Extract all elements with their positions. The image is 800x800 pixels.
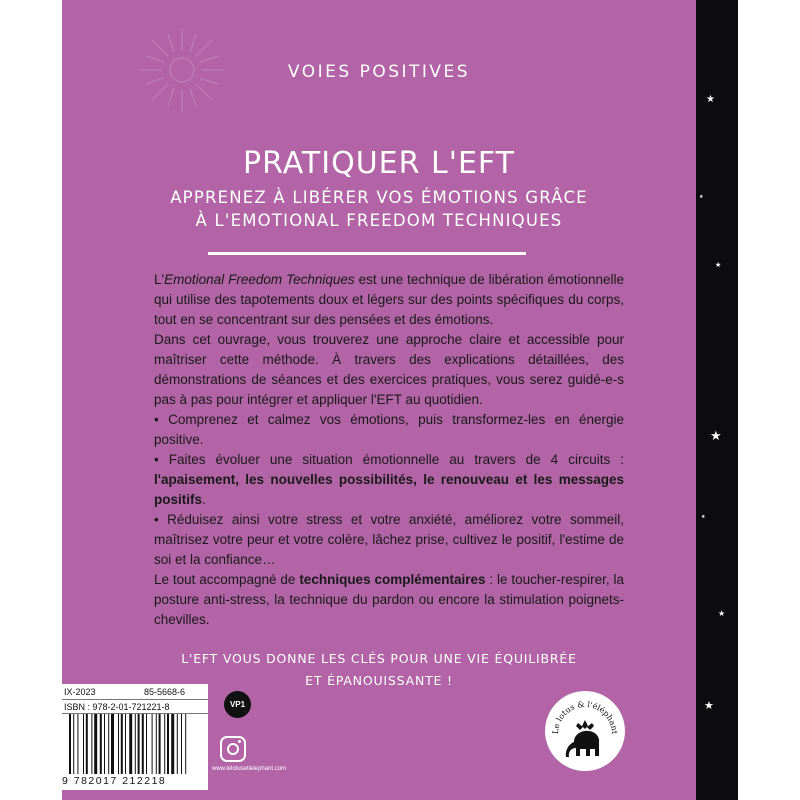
blurb-paragraph-3: Le tout accompagné de techniques complémentaires : le toucher-respirer, la posture anti-stress, la technique du pardon ou encore la stimulation poignets-chevilles. [154,572,625,627]
barcode-bar [108,714,109,774]
barcode [68,714,200,774]
blurb-bullet-2: • Faites évoluer une situation émotionnelle au travers de 4 circuits : l'apaisement, les nouvelles possibilités, le renouveau et les messages positifs. [154,452,624,507]
book-subtitle [82,186,676,232]
star-icon: ★ [718,609,726,618]
barcode-bar [156,714,157,774]
barcode-bar [152,714,153,774]
barcode-bar [129,714,132,774]
blurb-bullet-1: • Comprenez et calmez vos émotions, puis transformez-les en énergie positive. [154,412,624,447]
barcode-bar [111,714,114,774]
subtitle-line-2: À L'EMOTIONAL FREEDOM TECHNIQUES [195,211,563,230]
barcode-bar [100,714,102,774]
star-icon: ★ [710,429,722,444]
barcode-bar [125,714,126,774]
star-icon: ★ [704,699,714,712]
barcode-bar [77,714,78,774]
blurb-bullet-3: • Réduisez ainsi votre stress et votre anxiété, améliorez votre sommeil, maîtrisez votre peur et votre colère, lâchez prise, cultivez le positif, l'estime de soi et la confiance… [154,512,624,567]
barcode-bar [118,714,119,774]
collection-name: VOIES POSITIVES [287,62,471,82]
barcode-bar [86,714,88,774]
barcode-bar [83,714,84,774]
book-title: PRATIQUER L'EFT [243,146,515,181]
tagline-line-1: L'EFT VOUS DONNE LES CLÉS POUR UNE VIE ÉQUILIBRÉE [181,651,577,666]
blurb-paragraph-2: Dans cet ouvrage, vous trouverez une approche claire et accessible pour maîtriser cette méthode. À travers des explications détaillées, des démonstrations de séances et des exercices pratiques, vous serez guidé-e-s pas à pas pour intégrer et appliquer l'EFT au quotidien. [154,332,624,407]
barcode-bar [94,714,97,774]
blurb [154,270,624,630]
barcode-bar [185,714,186,774]
back-cover [62,0,696,800]
barcode-label [62,684,208,790]
barcode-bar [171,714,174,774]
barcode-bar [159,714,161,774]
publisher-name: Le lotus & l'éléphant [550,699,620,735]
barcode-bar [104,714,105,774]
barcode-bar [142,714,144,774]
tagline-line-2: ET ÉPANOUISSANTE ! [305,673,453,688]
barcode-bar [181,714,182,774]
star-icon: ★ [701,514,706,520]
star-icon: ★ [706,94,715,105]
barcode-bar [177,714,178,774]
barcode-bar [164,714,165,774]
series-badge: VP1 [224,691,251,718]
star-icon: ★ [699,194,704,200]
title-divider [208,252,526,255]
isbn: ISBN : 978-2-01-721221-8 [64,702,170,712]
blurb-paragraph-1: L'Emotional Freedom Techniques est une technique de libération émotionnelle qui utilise des tapotements doux et légers sur des points spécifiques du corps, tout en se concentrant sur des pensées et des émotions. [154,272,625,327]
instagram-icon[interactable] [220,736,246,762]
spine [696,0,738,800]
print-code: IX-2023 [64,687,96,697]
website-url[interactable]: www.lelotusetlelephant.com [212,766,287,772]
barcode-bar [69,714,71,774]
barcode-number: 9 782017 212218 [62,775,167,787]
barcode-bar [73,714,74,774]
product-code: 85-5668-6 [144,687,186,697]
publisher-logo [544,690,626,772]
barcode-bar [121,714,123,774]
subtitle-line-1: APPRENEZ À LIBÉRER VOS ÉMOTIONS GRÂCE [170,188,588,207]
barcode-bar [167,714,169,774]
barcode-bar [138,714,140,774]
barcode-bar [146,714,147,774]
star-icon: ★ [715,261,722,269]
barcode-bar [91,714,92,774]
barcode-bar [135,714,136,774]
